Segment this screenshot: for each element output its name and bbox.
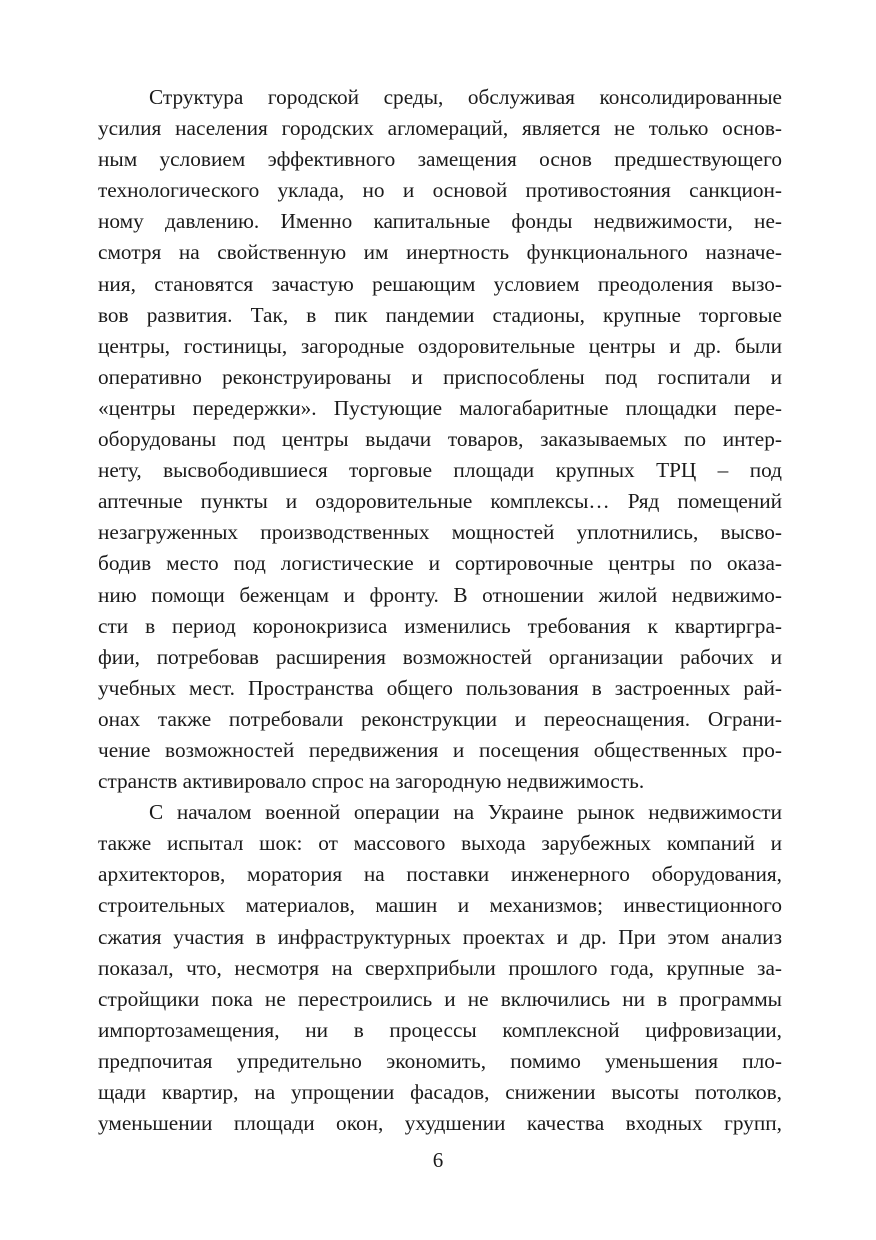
text-line: оборудованы под центры выдачи товаров, заказываемых по интер- [98,427,782,452]
text-line: архитекторов, моратория на поставки инженерного оборудования, [98,862,782,887]
text-line: предпочитая упредительно экономить, помимо уменьшения пло- [98,1048,782,1073]
text-line: центры, гостиницы, загородные оздоровительные центры и др. были [98,333,782,358]
paragraph-2 [98,797,782,1139]
text-line: импортозамещения, ни в процессы комплексной цифровизации, [98,1017,782,1042]
text-line: аптечные пункты и оздоровительные комплексы… Ряд помещений [98,489,782,514]
text-line: стройщики пока не перестроились и не включились ни в программы [98,986,782,1011]
text-line: С началом военной операции на Украине рынок недвижимости [149,800,782,825]
text-line: смотря на свойственную им инертность функционального назначе- [98,240,782,265]
text-line: вов развития. Так, в пик пандемии стадионы, крупные торговые [98,302,782,327]
text-line: также испытал шок: от массового выхода зарубежных компаний и [98,831,782,856]
text-line: строительных материалов, машин и механизмов; инвестиционного [98,893,782,918]
text-line: чение возможностей передвижения и посещения общественных про- [98,737,782,762]
text-line: «центры передержки». Пустующие малогабаритные площадки пере- [98,395,782,420]
text-line: нию помощи беженцам и фронту. В отношении жилой недвижимо- [98,582,782,607]
text-line: учебных мест. Пространства общего пользования в застроенных рай- [98,675,782,700]
text-line: бодив место под логистические и сортировочные центры по оказа- [98,551,782,576]
paragraph-1 [98,82,782,797]
text-line: фии, потребовав расширения возможностей организации рабочих и [98,644,782,669]
text-line: показал, что, несмотря на сверхприбыли прошлого года, крупные за- [98,955,782,980]
text-line: странств активировало спрос на загородную недвижимость. [98,769,645,794]
text-line: ния, становятся зачастую решающим условием преодоления вызо- [98,271,782,296]
text-line: ным условием эффективного замещения основ предшествующего [98,147,782,172]
text-line: щади квартир, на упрощении фасадов, снижении высоты потолков, [98,1080,782,1104]
text-line: онах также потребовали реконструкции и переоснащения. Ограни- [98,706,782,731]
text-line: оперативно реконструированы и приспособлены под госпитали и [98,364,782,389]
text-line: сти в период коронокризиса изменились требования к квартиргра- [98,613,782,638]
text-line: сжатия участия в инфраструктурных проектах и др. При этом анализ [98,924,782,949]
text-line: уменьшении площади окон, ухудшении качества входных групп, [98,1111,782,1136]
text-line: незагруженных производственных мощностей уплотнились, высво- [98,520,782,545]
text-line: нету, высвободившиеся торговые площади крупных ТРЦ – под [98,458,782,483]
text-line: усилия населения городских агломераций, является не только основ- [98,116,782,141]
page-number: 6 [432,1148,444,1172]
text-line: ному давлению. Именно капитальные фонды недвижимости, не- [98,209,782,234]
body-text [98,82,782,1139]
text-line: технологического уклада, но и основой противостояния санкцион- [98,178,782,203]
text-line: Структура городской среды, обслуживая консолидированные [149,85,782,109]
